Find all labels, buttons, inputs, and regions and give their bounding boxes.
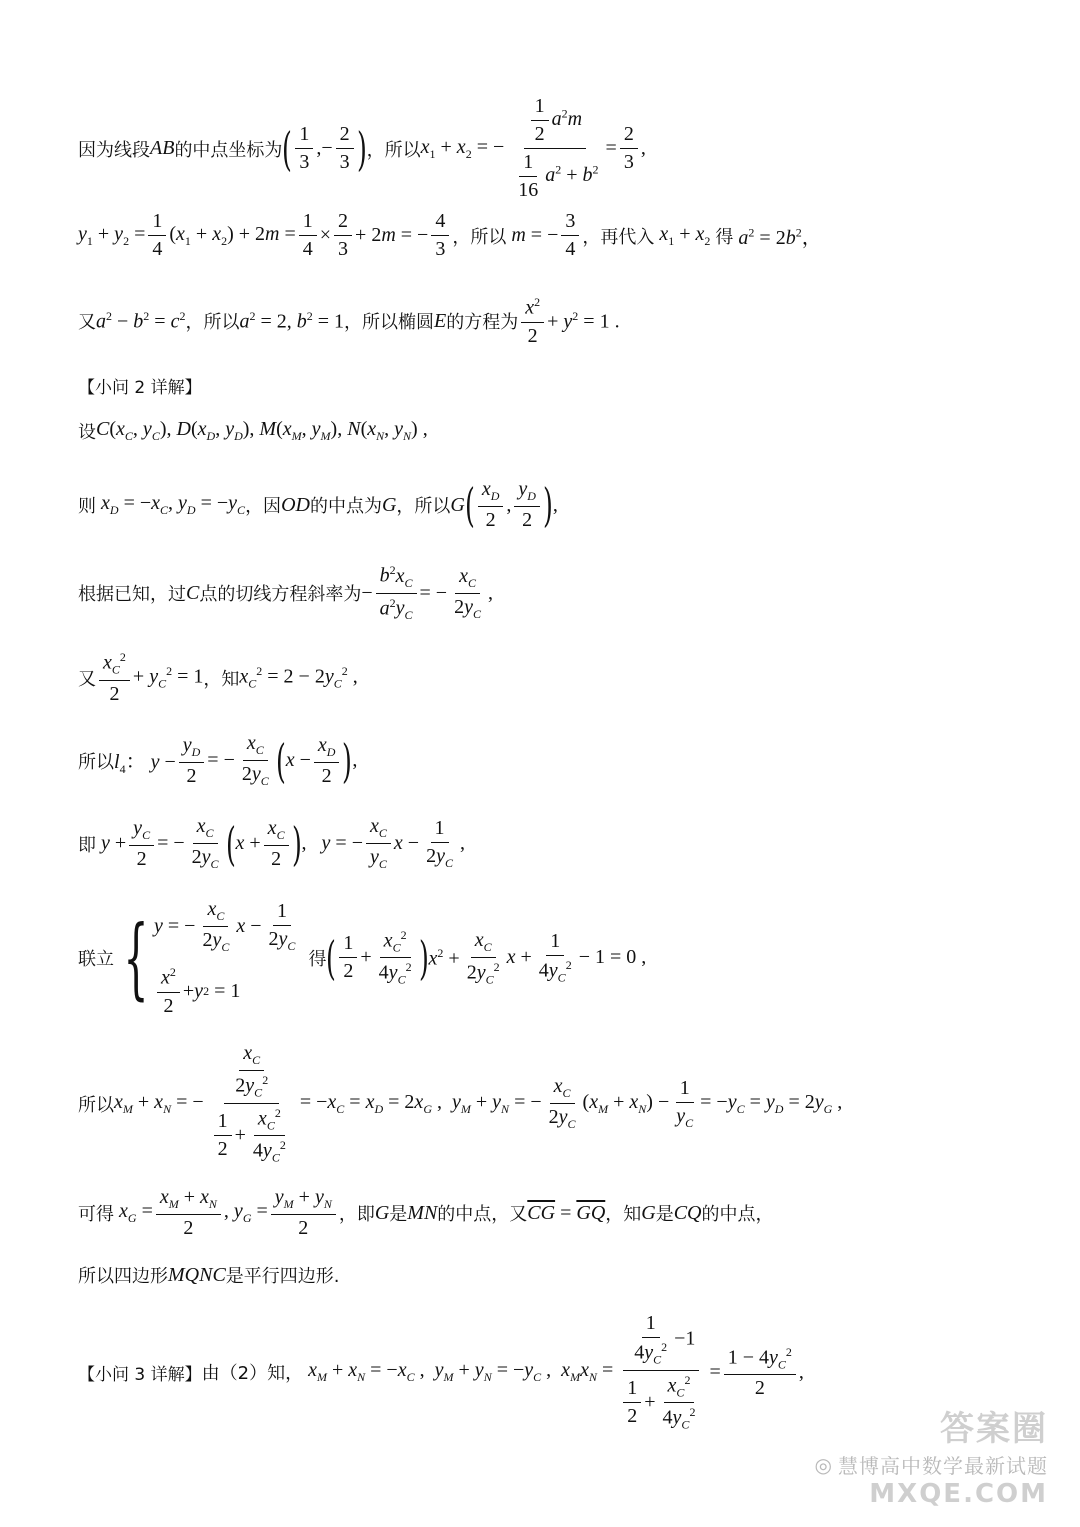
text: 联立	[78, 948, 114, 970]
text: 又	[78, 668, 96, 690]
line-2: $y_1 + y_2$ = $\frac{1}{4}$ $(x_1 + x_2) + 2m$ = $\frac{1}{4}$ × $\frac{2}{3}$ + 2m = − $\frac{4}{3}$ ，所以 m = − $\frac{3}{4}$ ，再代入 $x_1 + x_2$ 得 $a^2 = 2b^2$，	[78, 210, 822, 260]
point-c: C	[186, 581, 200, 604]
text: 点的切线方程斜率为	[199, 584, 362, 606]
text: 即	[78, 834, 96, 856]
ellipse-e: E	[434, 309, 447, 332]
line-11: 联立 { y = − $\frac{x_C}{2y_C}$ x − $\frac{1}{2y_C}$ $\frac{x^2}{2}$ + y 2 = 1 得 ( $\frac{1}{2}$ + $\frac{x_C^2}{4y_C^2}$ ) $x^2$ + $\frac{x_C}{2y_C^2}$ x + $\frac{1}{4y_C^2}$ − 1 = 0 ,	[78, 898, 647, 1017]
text: ，再代入	[582, 226, 655, 248]
fraction: $\frac{2}{3}$	[336, 123, 354, 174]
text: 的中点为	[309, 496, 382, 517]
text: 的中点，又	[437, 1204, 528, 1225]
line-1: 因为线段 AB 的中点坐标为 ( $\frac{1}{3}$ ,− $\frac{2}{3}$ ) ，所以 $x_1 + x_2$ = − $\frac{1}{2}$ $a^2m$ $\frac{1}{16}$ $a^2 + b^2$ = $\frac{2}{3}$ ,	[78, 95, 646, 201]
text: 的方程为	[446, 312, 519, 334]
wechat-icon: ◎	[814, 1452, 832, 1477]
line-3: 又 $a^2 - b^2 = c^2$ ，所以 $a^2 = 2$, $b^2 = 1$ ，所以椭圆 E 的方程为 $\frac{x^2}{2}$ + $y^2 = 1$ .	[78, 295, 620, 347]
paren: )	[356, 121, 367, 176]
text: ，所以	[396, 496, 451, 517]
text: ，知	[203, 668, 240, 690]
text: ，即	[338, 1204, 375, 1225]
text: ，所以	[366, 139, 421, 161]
text: 的中点坐标为	[174, 139, 283, 161]
text: 因为线段	[78, 139, 150, 161]
watermark	[815, 1401, 1048, 1509]
line-10: 即 y + $\frac{y_C}{2}$ = − $\frac{x_C}{2y_C}$ ( x + $\frac{x_C}{2}$ ) , y = − $\frac{x_C}{y_C}$ x − $\frac{1}{2y_C}$ ,	[78, 815, 465, 871]
text: 又	[78, 312, 96, 334]
text: 设	[78, 422, 96, 443]
fraction: $\frac{2}{3}$	[620, 123, 638, 174]
watermark-logo: 答案圈	[940, 1409, 1048, 1449]
fraction: $\frac{1}{3}$	[295, 123, 313, 174]
text: ，因	[245, 496, 282, 517]
text: 得	[715, 226, 734, 248]
text: ，所以	[185, 312, 240, 334]
point-g: G	[381, 493, 397, 516]
section-heading-3: 【小问 3 详解】	[78, 1364, 202, 1385]
line-6: 则 $x_D = -x_C$, $y_D = -y_C$ ，因 OD 的中点为 G ，所以 G ( $\frac{x_D}{2}$ , $\frac{y_D}{2}$ ) ,	[78, 478, 558, 532]
segment-ab: AB	[150, 137, 175, 159]
fraction: $\frac{1}{2}$ $a^2m$ $\frac{1}{16}$ $a^2 + b^2$	[518, 95, 599, 201]
quadrilateral-mqnc: MQNC	[168, 1263, 226, 1286]
text: 是平行四边形.	[225, 1266, 340, 1287]
section-heading-2: 【小问 2 详解】	[78, 378, 202, 398]
text: 得	[308, 948, 327, 970]
line-5: 设 $C(x_C$, $y_C$), $D(x_D$, $y_D$), $M(x_M$, $y_M$), $N(x_N$, $y_N$) ,	[78, 418, 428, 443]
line-7: 根据已知，过 C 点的切线方程斜率为 − $\frac{b^2x_C}{a^2y_C}$ = − $\frac{x_C}{2y_C}$ ,	[78, 563, 493, 623]
line-9: 所以 $l_4$： y − $\frac{y_D}{2}$ = − $\frac{x_C}{2y_C}$ ( x − $\frac{x_D}{2}$ ) ,	[78, 732, 358, 788]
line-13: 可得 $x_G$ = $\frac{x_M + x_N}{2}$ , $y_G$ = $\frac{y_M + y_N}{2}$ ，即 G 是 MN 的中点，又 $\overline{CG} = \overline{GQ}$ ，知 G 是 CQ 的中点，	[78, 1186, 774, 1239]
text: 是	[655, 1204, 674, 1225]
watermark-site: MXQE.COM	[869, 1479, 1048, 1509]
text: 所以	[78, 1094, 114, 1116]
text: 所以四边形	[78, 1266, 168, 1287]
text: 由（2）知，	[201, 1363, 304, 1385]
text: 的中点，	[701, 1204, 774, 1225]
line-12: 所以 $x_M + x_N$ = − $\frac{x_C}{2y_C^2}$ $\frac{1}{2}$ + $\frac{x_C^2}{4y_C^2}$ = $-x_C = x_D = 2x_G$ , $y_M + y_N$ = − $\frac{x_C}{2y_C}$ $(x_M + x_N)$ − $\frac{1}{y_C}$ = $-y_C = y_D = 2y_G$ ,	[78, 1042, 843, 1165]
line-8: 又 $\frac{x_C^2}{2}$ + $y_C^2 = 1$ ，知 $x_C^2 = 2 - 2y_C^2$ ,	[78, 650, 358, 705]
paren: (	[282, 121, 293, 176]
text: 所以	[78, 751, 114, 773]
text: 根据已知，过	[78, 584, 186, 606]
line-15: 【小问 3 详解】 由（2）知， $x_M + x_N = -x_C$ , $y_M + y_N = -y_C$ , $x_Mx_N$ = $\frac{1}{4y_C^2}$ −1 $\frac{1}{2}$ + $\frac{x_C^2}{4y_C^2}$ = $\frac{1 - 4y_C^2}{2}$ ,	[78, 1312, 804, 1432]
line-14	[78, 1262, 340, 1288]
text: ，知	[605, 1204, 642, 1225]
text: ，所以	[452, 226, 507, 248]
watermark-text: 慧博高中数学最新试题	[838, 1454, 1048, 1478]
text: 是	[389, 1204, 408, 1225]
segment-od: OD	[281, 493, 310, 516]
text: 可得	[78, 1204, 114, 1225]
text: ，所以椭圆	[344, 312, 435, 334]
text: 则	[78, 496, 96, 517]
